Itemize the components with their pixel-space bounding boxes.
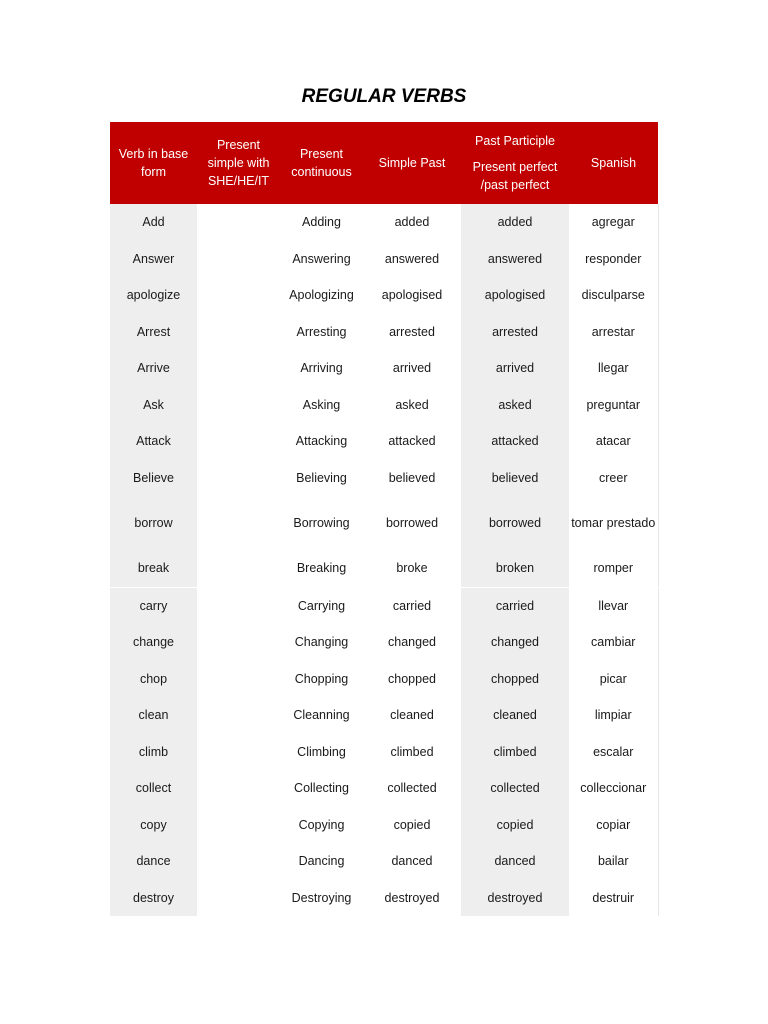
cell-present-continuous: Climbing <box>297 744 346 759</box>
cell-present-simple <box>197 770 280 807</box>
cell-present-continuous: Apologizing <box>289 288 354 303</box>
cell-present-simple <box>197 734 280 771</box>
cell-simple-past: climbed <box>390 744 434 759</box>
header-present-continuous: Present continuous <box>280 122 363 204</box>
header-past-participle <box>461 122 569 204</box>
cell-past-participle: changed <box>461 624 569 661</box>
header-simple-past: Simple Past <box>363 122 461 204</box>
cell-spanish: creer <box>569 460 658 497</box>
table-row <box>110 880 658 917</box>
cell-spanish: colleccionar <box>569 770 658 807</box>
cell-base-form: Arrest <box>110 314 197 351</box>
cell-past-participle: cleaned <box>461 697 569 734</box>
cell-simple-past: carried <box>392 598 432 613</box>
cell-past-participle: arrived <box>461 350 569 387</box>
page-title: REGULAR VERBS <box>301 86 467 107</box>
cell-spanish: disculparse <box>569 277 658 314</box>
cell-past-participle: carried <box>461 587 569 624</box>
table-row <box>110 624 658 661</box>
cell-base-form: Ask <box>110 387 197 424</box>
cell-simple-past: danced <box>391 854 433 869</box>
cell-present-continuous: Changing <box>294 635 349 650</box>
cell-base-form: collect <box>110 770 197 807</box>
cell-present-continuous: Borrowing <box>293 516 350 530</box>
cell-base-form: change <box>110 624 197 661</box>
cell-present-simple <box>197 661 280 698</box>
cell-spanish: preguntar <box>569 387 658 424</box>
cell-spanish: llegar <box>569 350 658 387</box>
cell-base-form: copy <box>110 807 197 844</box>
cell-present-simple <box>197 277 280 314</box>
cell-present-continuous: Arriving <box>300 361 343 376</box>
cell-spanish: picar <box>569 661 658 698</box>
cell-present-continuous: Asking <box>302 397 341 412</box>
header-base-form: Verb in base form <box>110 122 197 204</box>
cell-base-form: break <box>110 550 197 587</box>
cell-present-continuous: Adding <box>302 215 341 230</box>
cell-simple-past: changed <box>388 635 436 650</box>
cell-simple-past: added <box>394 215 430 230</box>
cell-past-participle: danced <box>461 843 569 880</box>
cell-present-continuous: Breaking <box>280 550 363 587</box>
cell-spanish: copiar <box>569 807 658 844</box>
cell-spanish: responder <box>569 241 658 278</box>
cell-present-continuous: Destroying <box>291 890 352 905</box>
cell-present-continuous: Collecting <box>294 781 349 796</box>
table-row <box>110 807 658 844</box>
cell-past-participle: apologised <box>461 277 569 314</box>
cell-spanish: romper <box>569 550 658 587</box>
cell-present-simple <box>197 241 280 278</box>
cell-simple-past: chopped <box>388 671 436 686</box>
cell-present-simple <box>197 843 280 880</box>
cell-spanish: escalar <box>569 734 658 771</box>
table-row <box>110 314 658 351</box>
cell-present-continuous: Believing <box>296 470 347 485</box>
table-row <box>110 423 658 460</box>
cell-past-participle: attacked <box>461 423 569 460</box>
cell-base-form: apologize <box>110 277 197 314</box>
table-row <box>110 843 658 880</box>
cell-base-form: carry <box>110 587 197 624</box>
cell-base-form: destroy <box>110 880 197 917</box>
cell-simple-past: collected <box>387 781 437 796</box>
header-spanish: Spanish <box>569 122 658 204</box>
cell-present-continuous: Cleanning <box>293 708 350 723</box>
cell-spanish: arrestar <box>569 314 658 351</box>
verbs-table <box>110 122 659 916</box>
cell-spanish: cambiar <box>569 624 658 661</box>
cell-spanish: agregar <box>569 204 658 241</box>
cell-past-participle: broken <box>461 550 569 587</box>
cell-base-form: Add <box>110 204 197 241</box>
cell-simple-past: copied <box>393 817 431 832</box>
cell-base-form: Answer <box>110 241 197 278</box>
cell-present-continuous: Answering <box>292 251 351 266</box>
header-present-simple: Present simple with SHE/HE/IT <box>197 122 280 204</box>
cell-present-simple <box>197 807 280 844</box>
cell-present-simple <box>197 496 280 550</box>
header-row <box>110 122 658 204</box>
table-row <box>110 387 658 424</box>
cell-present-simple <box>197 387 280 424</box>
cell-past-participle: arrested <box>461 314 569 351</box>
cell-present-continuous: Dancing <box>298 854 345 869</box>
table-row <box>110 496 658 550</box>
cell-present-simple <box>197 880 280 917</box>
cell-past-participle: copied <box>461 807 569 844</box>
cell-present-simple <box>197 624 280 661</box>
cell-present-simple <box>197 350 280 387</box>
cell-present-continuous: Attacking <box>295 434 348 449</box>
cell-past-participle: collected <box>461 770 569 807</box>
cell-base-form: dance <box>110 843 197 880</box>
cell-simple-past: answered <box>384 251 440 266</box>
cell-past-participle: believed <box>461 460 569 497</box>
cell-present-continuous: Arresting <box>296 324 347 339</box>
cell-base-form: climb <box>110 734 197 771</box>
cell-base-form: Attack <box>110 423 197 460</box>
cell-spanish: limpiar <box>569 697 658 734</box>
table-row <box>110 661 658 698</box>
cell-spanish: atacar <box>569 423 658 460</box>
header-past-participle-label: Past Participle <box>475 134 555 148</box>
cell-present-simple <box>197 314 280 351</box>
cell-present-simple <box>197 587 280 624</box>
table-row <box>110 697 658 734</box>
cell-past-participle: asked <box>461 387 569 424</box>
cell-spanish: tomar prestado <box>569 496 658 550</box>
cell-simple-past: borrowed <box>385 516 439 530</box>
table-row <box>110 734 658 771</box>
cell-base-form: Believe <box>110 460 197 497</box>
cell-past-participle: added <box>461 204 569 241</box>
cell-simple-past: attacked <box>388 434 436 449</box>
cell-present-continuous: Copying <box>298 817 345 832</box>
header-past-participle-sub: Present perfect /past perfect <box>472 160 558 192</box>
cell-past-participle: borrowed <box>461 496 569 550</box>
table-row <box>110 241 658 278</box>
table-row <box>110 770 658 807</box>
cell-spanish: bailar <box>569 843 658 880</box>
cell-present-continuous: Carrying <box>297 598 346 613</box>
table-row <box>110 587 658 624</box>
cell-simple-past: arrived <box>392 361 432 376</box>
cell-simple-past: apologised <box>381 288 443 303</box>
cell-present-simple <box>197 697 280 734</box>
table-row <box>110 550 658 587</box>
table-row <box>110 277 658 314</box>
cell-base-form: clean <box>110 697 197 734</box>
cell-simple-past: cleaned <box>390 708 434 723</box>
cell-past-participle: chopped <box>461 661 569 698</box>
cell-present-simple <box>197 550 280 587</box>
cell-spanish: destruir <box>569 880 658 917</box>
table-row <box>110 460 658 497</box>
cell-past-participle: climbed <box>461 734 569 771</box>
cell-simple-past: broke <box>363 550 461 587</box>
cell-present-continuous: Chopping <box>294 671 349 686</box>
cell-simple-past: arrested <box>389 324 435 339</box>
cell-present-simple <box>197 204 280 241</box>
cell-present-simple <box>197 423 280 460</box>
cell-past-participle: destroyed <box>461 880 569 917</box>
cell-base-form: chop <box>110 661 197 698</box>
cell-simple-past: destroyed <box>384 890 440 905</box>
cell-simple-past: believed <box>388 470 436 485</box>
cell-spanish: llevar <box>569 587 658 624</box>
cell-base-form: Arrive <box>110 350 197 387</box>
table-row <box>110 204 658 241</box>
table-row <box>110 350 658 387</box>
cell-simple-past: asked <box>395 397 429 412</box>
cell-base-form: borrow <box>110 496 197 550</box>
cell-past-participle: answered <box>461 241 569 278</box>
cell-present-simple <box>197 460 280 497</box>
